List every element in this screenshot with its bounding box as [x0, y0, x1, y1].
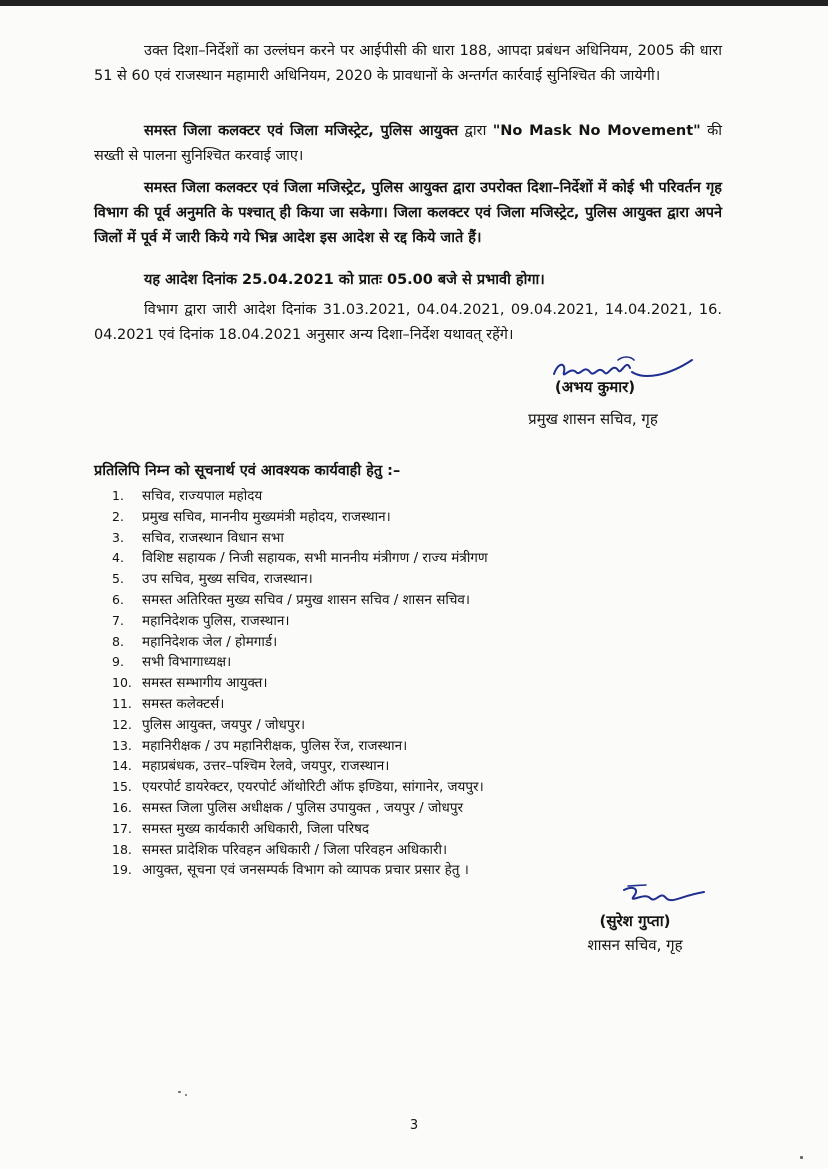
paragraph-no-mask-no-movement — [94, 119, 722, 169]
signatory-designation: शासन सचिव, गृह — [587, 936, 683, 954]
copy-to-item-number: 16. — [112, 799, 132, 815]
paragraph-prior-permission — [94, 176, 722, 251]
copy-to-list — [112, 486, 488, 881]
signatory-1-designation-block — [478, 409, 708, 429]
copy-to-item — [112, 590, 488, 611]
copy-to-item — [112, 756, 488, 777]
copy-to-item-number: 10. — [112, 675, 132, 691]
scan-speck — [178, 1091, 181, 1093]
copy-to-item — [112, 673, 488, 694]
copy-to-item-text: महानिदेशक जेल / होमगार्ड। — [142, 633, 278, 650]
copy-to-item — [112, 819, 488, 840]
page-number: 3 — [409, 1118, 419, 1133]
paragraph-effective-date — [94, 268, 722, 293]
signatory-designation: प्रमुख शासन सचिव, गृह — [528, 410, 658, 428]
copy-to-item — [112, 798, 488, 819]
paragraph-text: यह आदेश दिनांक 25.04.2021 को प्रातः 05.00 बजे से प्रभावी होगा। — [144, 272, 545, 288]
paragraph-text: द्वारा — [458, 123, 493, 139]
paragraph-violation-penalty — [94, 39, 722, 89]
copy-to-item-text: महानिरीक्षक / उप महानिरीक्षक, पुलिस रेंज, राजस्थान। — [142, 737, 408, 754]
copy-to-item-number: 3. — [112, 529, 124, 545]
copy-to-item — [112, 569, 488, 590]
copy-to-item — [112, 736, 488, 757]
copy-to-item-number: 13. — [112, 737, 132, 753]
copy-to-item-text: विशिष्ट सहायक / निजी सहायक, सभी माननीय मंत्रीगण / राज्य मंत्रीगण — [142, 550, 488, 567]
copy-to-item-number: 9. — [112, 654, 124, 670]
signatory-2-designation-block — [555, 935, 715, 955]
signature-suresh-gupta — [610, 882, 710, 914]
paragraph-text: उक्त दिशा–निर्देशों का उल्लंघन करने पर आईपीसी की धारा 188, आपदा प्रबंधन अधिनियम, 2005 की धारा 51 से 60 एवं राजस्थान महामारी अधिनियम, 2020 के प्रावधानों के अन्तर्गत कार्रवाई सुनिश्चित की जायेगी। — [94, 43, 722, 84]
scan-speck — [185, 1094, 187, 1096]
copy-to-item-number: 11. — [112, 695, 132, 711]
scan-speck — [800, 1156, 803, 1159]
copy-to-item — [112, 528, 488, 549]
paragraph-previous-orders — [94, 298, 722, 348]
copy-to-item — [112, 652, 488, 673]
copy-to-item-text: महानिदेशक पुलिस, राजस्थान। — [142, 612, 290, 629]
copy-to-item-text: सभी विभागाध्यक्ष। — [142, 654, 232, 671]
copy-to-item-text: उप सचिव, मुख्य सचिव, राजस्थान। — [142, 571, 313, 588]
copy-to-item — [112, 715, 488, 736]
copy-to-item-text: सचिव, राजस्थान विधान सभा — [142, 529, 284, 546]
signatory-2 — [570, 911, 700, 931]
copy-to-item — [112, 694, 488, 715]
paragraph-text: विभाग द्वारा जारी आदेश दिनांक 31.03.2021, 04.04.2021, 09.04.2021, 14.04.2021, 16. 04.2021 एवं दिनांक 18.04.2021 अनुसार अन्य दिशा–निर्देश यथावत् रहेंगे। — [94, 302, 722, 343]
copy-to-item-text: समस्त मुख्य कार्यकारी अधिकारी, जिला परिषद — [142, 820, 370, 837]
copy-to-item-text: आयुक्त, सूचना एवं जनसम्पर्क विभाग को व्यापक प्रचार प्रसार हेतु । — [142, 862, 469, 879]
copy-to-item-text: समस्त जिला पुलिस अधीक्षक / पुलिस उपायुक्त , जयपुर / जोधपुर — [142, 799, 464, 816]
copy-to-item-text: समस्त कलेक्टर्स। — [142, 695, 225, 712]
copy-to-item — [112, 777, 488, 798]
no-mask-slogan: "No Mask No Movement" — [492, 123, 701, 139]
copy-to-item-text: प्रमुख सचिव, माननीय मुख्यमंत्री महोदय, राजस्थान। — [142, 508, 391, 525]
copy-to-heading: प्रतिलिपि निम्न को सूचनार्थ एवं आवश्यक कार्यवाही हेतु :– — [94, 463, 401, 479]
copy-to-item-number: 4. — [112, 550, 124, 566]
copy-to-item — [112, 632, 488, 653]
signatory-1 — [520, 377, 670, 397]
copy-to-item-text: समस्त प्रादेशिक परिवहन अधिकारी / जिला परिवहन अधिकारी। — [142, 841, 448, 858]
copy-to-item-number: 14. — [112, 758, 132, 774]
copy-to-item-number: 8. — [112, 633, 124, 649]
copy-to-item — [112, 840, 488, 861]
copy-to-item-text: पुलिस आयुक्त, जयपुर / जोधपुर। — [142, 716, 306, 733]
copy-to-item-number: 12. — [112, 716, 132, 732]
copy-to-item — [112, 507, 488, 528]
copy-to-item — [112, 611, 488, 632]
copy-to-item-number: 2. — [112, 508, 124, 524]
copy-to-item-text: महाप्रबंधक, उत्तर–पश्चिम रेलवे, जयपुर, राजस्थान। — [142, 758, 390, 775]
copy-to-item-text: समस्त अतिरिक्त मुख्य सचिव / प्रमुख शासन सचिव / शासन सचिव। — [142, 591, 471, 608]
copy-to-item-number: 7. — [112, 612, 124, 628]
copy-to-item-number: 17. — [112, 820, 132, 836]
copy-to-item-number: 6. — [112, 591, 124, 607]
copy-to-item-text: एयरपोर्ट डायरेक्टर, एयरपोर्ट ऑथोरिटी ऑफ इण्डिया, सांगानेर, जयपुर। — [142, 779, 484, 796]
copy-to-item — [112, 548, 488, 569]
copy-to-item-number: 19. — [112, 862, 132, 878]
signatory-name: (सुरेश गुप्ता) — [599, 912, 671, 930]
copy-to-item — [112, 486, 488, 507]
document-page — [0, 6, 828, 1169]
copy-to-item-number: 18. — [112, 841, 132, 857]
paragraph-bold-text: समस्त जिला कलक्टर एवं जिला मजिस्ट्रेट, पुलिस आयुक्त — [144, 123, 459, 139]
copy-to-item-text: सचिव, राज्यपाल महोदय — [142, 488, 263, 504]
paragraph-text: की सख्ती से पालना सुनिश्चित करवाई जाए। — [94, 123, 722, 164]
copy-to-item-number: 5. — [112, 571, 124, 587]
paragraph-text: समस्त जिला कलक्टर एवं जिला मजिस्ट्रेट, पुलिस आयुक्त द्वारा उपरोक्त दिशा–निर्देशों में कोई भी परिवर्तन गृह विभाग की पूर्व अनुमति के पश्चात् ही किया जा सकेगा। जिला कलक्टर एवं जिला मजिस्ट्रेट, पुलिस आयुक्त द्वारा अपने जिलों में पूर्व में जारी किये गये भिन्न आदेश इस आदेश से रद्द किये जाते हैं। — [94, 180, 722, 246]
copy-to-item-number: 15. — [112, 779, 132, 795]
copy-to-item — [112, 860, 488, 881]
signatory-name: (अभय कुमार) — [554, 378, 636, 396]
copy-to-item-number: 1. — [112, 488, 124, 503]
copy-to-item-text: समस्त सम्भागीय आयुक्त। — [142, 675, 268, 692]
